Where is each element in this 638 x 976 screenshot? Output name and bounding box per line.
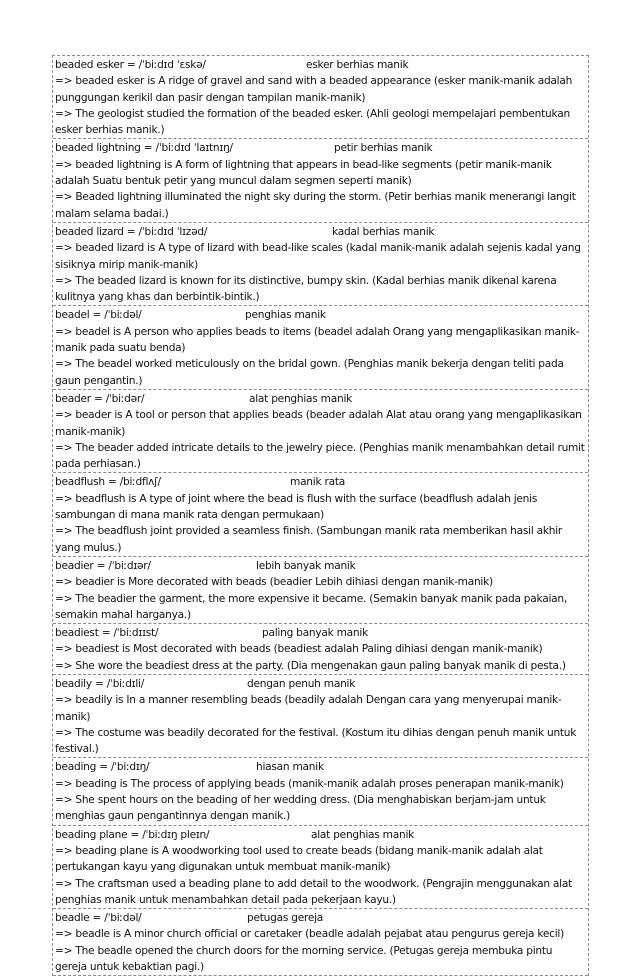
example: => The beadier the garment, the more expensive it became. (Semakin banyak manik pada pakaian, semakin mahal harganya.) [55, 592, 567, 621]
example: => The geologist studied the formation of the beaded esker. (Ahli geologi mempelajari pembentukan esker berhias manik.) [55, 107, 570, 137]
glossary-entry [53, 675, 588, 758]
example: => The beader added intricate details to the jewelry piece. (Penghias manik menambahkan detail rumit pada perhiasan.) [55, 441, 585, 471]
translation: lebih banyak manik [256, 559, 356, 572]
entry-header [55, 558, 586, 574]
headword-pronunciation: beading plane = /ˈbiːdɪŋ pleɪn/ [55, 828, 210, 841]
glossary-entry [53, 473, 588, 556]
glossary-sheet [52, 55, 589, 976]
definition: => beaded esker is A ridge of gravel and sand with a beaded appearance (esker manik-manik adalah punggungan kerikil dan pasir dengan tampilan manik-manik) [55, 75, 573, 104]
translation: alat penghias manik [311, 828, 415, 841]
headword-pronunciation: beading = /ˈbiːdɪŋ/ [55, 761, 150, 774]
translation: petugas gereja [247, 912, 324, 925]
example: => She spent hours on the beading of her wedding dress. (Dia menghabiskan berjam-jam untuk menghias gaun pengantinnya dengan manik.) [55, 794, 546, 823]
definition: => beaded lizard is A type of lizard with bead-like scales (kadal manik-manik adalah sejenis kadal yang sisiknya mirip manik-manik) [55, 242, 581, 271]
headword-pronunciation: beaded esker = /ˈbiːdɪd ˈɛskə/ [55, 59, 206, 71]
definition: => beadiest is Most decorated with beads (beadiest adalah Paling dihiasi dengan manik-manik) [55, 643, 543, 656]
glossary-entry [53, 909, 588, 976]
example: => The beadel worked meticulously on the bridal gown. (Penghias manik bekerja dengan teliti pada gaun pengantin.) [55, 358, 564, 387]
example: => The beadle opened the church doors for the morning service. (Petugas gereja membuka pintu gereja untuk kebaktian pagi.) [55, 944, 553, 974]
glossary-entry [53, 306, 588, 389]
entry-header [55, 625, 586, 641]
entry-header [55, 140, 586, 156]
translation: kadal berhias manik [332, 225, 435, 238]
headword-pronunciation: beadier = /ˈbiːdɪər/ [55, 559, 151, 572]
translation: penghias manik [245, 309, 326, 322]
glossary-entry [53, 758, 588, 825]
glossary-entry [53, 139, 588, 222]
headword-pronunciation: beadiest = /ˈbiːdɪɪst/ [55, 627, 159, 640]
headword-pronunciation: beader = /ˈbiːdər/ [55, 392, 145, 405]
entry-header [55, 827, 586, 843]
example: => The craftsman used a beading plane to add detail to the woodwork. (Pengrajin menggunakan alat penghias manik untuk menambahkan detail pada pekerjaan kayu.) [55, 877, 573, 906]
translation: dengan penuh manik [247, 677, 356, 690]
example: => Beaded lightning illuminated the night sky during the storm. (Petir berhias manik menerangi langit malam selama badai.) [55, 191, 576, 220]
entry-header [55, 391, 586, 407]
definition: => beadier is More decorated with beads (beadier Lebih dihiasi dengan manik-manik) [55, 576, 493, 589]
definition: => beadily is In a manner resembling beads (beadily adalah Dengan cara yang menyerupai manik-manik) [55, 694, 562, 723]
translation: paling banyak manik [262, 627, 368, 640]
example: => The beadflush joint provided a seamless finish. (Sambungan manik rata memberikan hasil akhir yang mulus.) [55, 525, 563, 554]
translation: manik rata [290, 476, 345, 489]
translation: alat penghias manik [249, 392, 353, 405]
entry-header [55, 307, 586, 323]
example: => The costume was beadily decorated for the festival. (Kostum itu dihias dengan penuh manik untuk festival.) [55, 726, 577, 756]
definition: => beading is The process of applying beads (manik-manik adalah proses penerapan manik-manik) [55, 777, 564, 790]
definition: => beadle is A minor church official or caretaker (beadle adalah pejabat atau pengurus gereja kecil) [55, 928, 565, 941]
headword-pronunciation: beadily = /ˈbiːdɪli/ [55, 677, 145, 690]
headword-pronunciation: beadflush = /biːdflʌʃ/ [55, 476, 161, 489]
headword-pronunciation: beaded lightning = /ˈbiːdɪd ˈlaɪtnɪŋ/ [55, 142, 233, 155]
glossary-entry [53, 624, 588, 675]
glossary-entry [53, 826, 588, 909]
glossary-entry [53, 223, 588, 306]
entry-header [55, 910, 586, 926]
entry-header [55, 224, 586, 240]
entry-header [55, 759, 586, 775]
headword-pronunciation: beaded lizard = /ˈbiːdɪd ˈlɪzəd/ [55, 225, 208, 238]
glossary-entry [53, 557, 588, 624]
definition: => beaded lightning is A form of lightning that appears in bead-like segments (petir manik-manik adalah Suatu bentuk petir yang muncul dalam segmen seperti manik) [55, 158, 552, 188]
translation: esker berhias manik [306, 59, 409, 71]
headword-pronunciation: beadle = /ˈbiːdəl/ [55, 912, 142, 925]
entry-header [55, 474, 586, 490]
definition: => beading plane is A woodworking tool used to create beads (bidang manik-manik adalah alat pertukangan kayu yang digunakan untuk membuat manik-manik) [55, 844, 543, 874]
glossary-entry [53, 390, 588, 473]
entry-header [55, 57, 586, 73]
translation: petir berhias manik [334, 142, 433, 155]
headword-pronunciation: beadel = /ˈbiːdəl/ [55, 309, 142, 322]
glossary-entry [53, 56, 588, 139]
definition: => beadflush is A type of joint where the bead is flush with the surface (beadflush adalah jenis sambungan di mana manik rata dengan permukaan) [55, 492, 538, 522]
translation: hiasan manik [256, 761, 324, 774]
entry-header [55, 676, 586, 692]
example: => She wore the beadiest dress at the party. (Dia mengenakan gaun paling banyak manik di pesta.) [55, 659, 566, 672]
example: => The beaded lizard is known for its distinctive, bumpy skin. (Kadal berhias manik dikenal karena kulitnya yang khas dan berbintik-bintik.) [55, 274, 557, 304]
definition: => beadel is A person who applies beads to items (beadel adalah Orang yang mengaplikasikan manik-manik pada suatu benda) [55, 325, 580, 355]
definition: => beader is A tool or person that applies beads (beader adalah Alat atau orang yang mengaplikasikan manik-manik) [55, 409, 582, 438]
